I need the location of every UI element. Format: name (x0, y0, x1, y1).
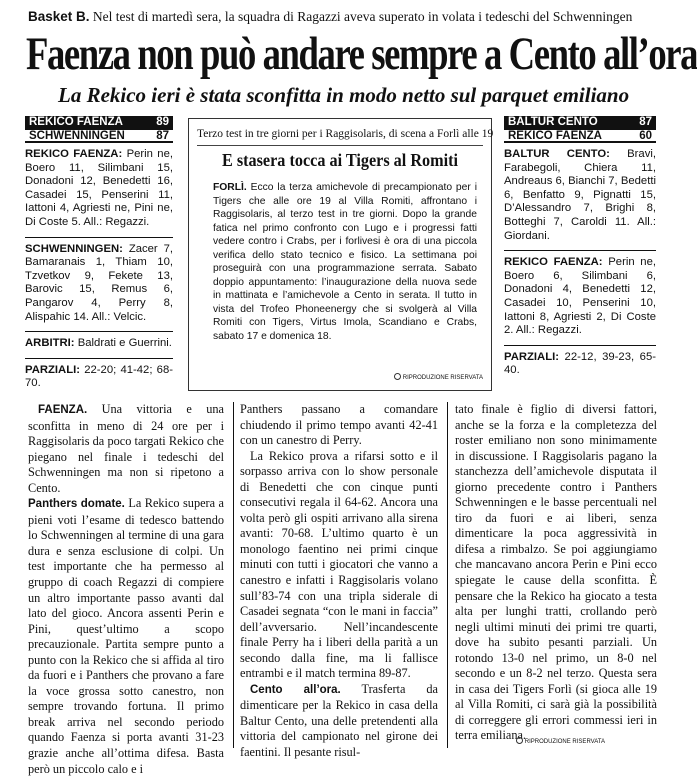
left-scoreboard (25, 116, 173, 398)
article-text: La Rekico supera a pieni voti l’esame di tedesco battendo lo Schwenningen al termine di una gara dura e senza esclusione di colpi. Un test importante che ha permesso al gruppo di coach Regazzi di compiere un altro importante passo avanti dal lato del gioco. Ancora assenti Perin e Pini, quest’ultimo a scopo precauzionale. Partita sempre punto a punto con la Rekico che si affida al tiro da fuori e i Panthers che provano a fare la voce grossa sotto canestro, non sempre trovando fortuna. Il primo break arriva nel secondo periodo quando Faenza si porta avanti 31-23 grazie anche all’ottima difesa. Basta però un piccolo calo e i (28, 496, 225, 776)
article-column-2 (240, 402, 438, 761)
partials-text: 22-12, 39-23, 65-40. (504, 350, 656, 377)
article-subheading: Cento all’ora. (250, 683, 341, 696)
partials (504, 346, 656, 385)
article-column-3 (455, 402, 657, 744)
score-row-home (25, 116, 173, 130)
article-text: Panthers passano a comandare chiudendo il primo tempo avanti 42-41 con un canestro di Perry. (240, 402, 438, 448)
copyright-note (394, 373, 483, 382)
copyright-icon (516, 737, 523, 744)
headline: Faenza non può andare sempre a Cento all’ora (26, 28, 697, 80)
lineup-away (504, 251, 656, 345)
copyright-icon (394, 373, 401, 380)
team-name: SCHWENNINGEN (29, 129, 125, 142)
lineup-away (25, 238, 173, 332)
article-subheading: Panthers domate. (28, 498, 125, 511)
team-name: REKICO FAENZA (29, 116, 123, 128)
partials-label: PARZIALI: (504, 350, 560, 363)
right-scoreboard (504, 116, 656, 385)
lineup-home (504, 143, 656, 250)
referees-label: ARBITRI: (25, 337, 75, 350)
team-points: 60 (639, 129, 652, 142)
team-points: 87 (156, 129, 169, 142)
column-divider (447, 402, 448, 748)
kicker (28, 8, 658, 25)
lineup-text: Perin ne, Boero 11, Silimbani 15, Donadoni 12, Benedetti 16, Casadei 15, Penserini 11, Iattoni 4, Agriesti ne, Pini ne, Di Coste 5. All.: Regazzi. (25, 148, 173, 228)
column-divider (233, 402, 234, 748)
lineup-label: BALTUR CENTO: (504, 148, 610, 160)
team-points: 89 (156, 116, 169, 128)
lineup-text: Bravi, Farabegoli, Chiera 11, Andreaus 6, Bianchi 7, Bedetti 6, Benfatto 9, Pignatti 15, D’Alessandro 7, Brighi 8, Botteghi 7, Caroldi 11. All.: Giordani. (504, 148, 656, 242)
box-body (213, 181, 477, 344)
lineup-label: SCHWENNINGEN: (25, 242, 123, 255)
kicker-text: Nel test di martedì sera, la squadra di Ragazzi aveva superato in volata i tedeschi del Schwenningen (92, 9, 633, 24)
team-points: 87 (639, 116, 652, 128)
box-kicker: Terzo test in tre giorni per i Raggisolaris, di scena a Forlì alle 19 (197, 127, 483, 146)
sidebar-story-box (188, 118, 492, 391)
partials (25, 359, 173, 398)
subhead: La Rekico ieri è stata sconfitta in modo netto sul parquet emiliano (58, 83, 630, 107)
article-text: Una vittoria e una sconfitta in meno di 24 ore per i Raggisolaris da poco targati Rekico che piegano nel finale i tedeschi del Schwenningen ma non si ripetono a Cento. (28, 402, 224, 495)
lineup-label: REKICO FAENZA: (504, 256, 603, 269)
score-row-away (504, 130, 656, 144)
kicker-label: Basket B. (28, 9, 90, 24)
article-text: tato finale è figlio di diversi fattori, anche se la forza e la completezza del roster emiliano non sono minimamente in discussione. I Raggisolaris pagano la stanchezza dell’amichevole disputata il giorno precedente contro i Panthers Schwenningen e le basse percentuali nel tiro da fuori e ai liberi, senza dimenticare la poca aggressività in difesa a rimbalzo. Se poi aggiungiamo che mancavano ancora Perin e Pini ecco spiegate le cause della sconfitta. È pensare che la Rekico ha giocato a testa alta per lunghi tratti, crollando però negli ultimi minuti dei primi tre quarti, dove ha subito pesanti parziali. Un rotondo 13-0 nel primo, un 8-0 nel secondo e un 8-2 nel terzo. Questa sera in casa dei Tigers Forlì (si gioca alle 19 al Villa Romiti, ci sarà già la possibilità di correggere gli errori commessi ieri in terra emiliana. (455, 402, 657, 743)
referees-text: Baldrati e Guerrini. (77, 337, 172, 350)
copyright-text: RIPRODUZIONE RISERVATA (524, 739, 605, 745)
box-title: E stasera tocca ai Tigers al Romiti (221, 150, 459, 170)
box-dateline: FORLÌ. (213, 182, 247, 193)
copyright-text: RIPRODUZIONE RISERVATA (402, 375, 483, 381)
referees (25, 332, 173, 358)
box-text: Ecco la terza amichevole di precampionato per i Tigers che alle ore 19 al Villa Romiti, affrontano i Raggisolaris, al terzo test in tre giorni. Dopo la grande fatica nel primo confronto con Lugo e i progressi fatti vedere contro i Crabs, per i forlivesi è ora di una piccola verifica dello stato tecnico e fisico. La settimana poi proseguirà con una programmazione serrata. Sabato doppio appuntamento: l’inaugurazione della nuova sede in mattinata e l’amichevole a Cento in serata. Il tutto in vista del Trofeo Phoneenergy che si svolgerà al Villa Romiti con Tigers, Virtus Imola, Scandiano e Crabs, sabato 17 e domenica 18. (213, 182, 477, 343)
copyright-note (516, 737, 605, 745)
partials-label: PARZIALI: (25, 363, 81, 376)
article-text: Trasferta da dimenticare per la Rekico in casa della Baltur Cento, una delle pretendenti alla vittoria del campionato nel girone dei faentini. Il pesante risul- (240, 681, 438, 760)
score-row-home (504, 116, 656, 130)
article-dateline: FAENZA. (38, 404, 88, 416)
partials-text: 22-20; 41-42; 68-70. (25, 363, 174, 390)
score-row-away (25, 130, 173, 144)
team-name: REKICO FAENZA (508, 129, 602, 142)
lineup-text: Zacer 7, Bamaranais 1, Thiam 10, Tzvetkov 9, Fekete 13, Barovic 15, Remus 6, Pangarov 4, Perry 8, Alispahic 14. All.: Velcic. (25, 242, 174, 323)
article-column-1 (28, 402, 224, 777)
lineup-text: Perin ne, Boero 6, Silimbani 6, Donadoni 4, Benedetti 12, Casadei 10, Penserini 10, Iattoni 8, Agriesti 2, Di Coste 2. All.: Regazzi. (504, 256, 657, 337)
article-text: La Rekico prova a rifarsi sotto e il sorpasso arriva con lo show personale di Benedetti che con cinque punti consecutivi regala il 64-62. Ancora una volta però gli ospiti arrivano alla sirena avanti: 70-68. L’ultimo quarto è un monologo faentino nei primi cinque minuti con tutti i giocatori che vanno a canestro e infatti i Raggisolaris volano sull’83-74 con una tripla siderale di Casadei segnata “con le mani in faccia” dell’avversario. Nell’incandescente finale Perry ha i liberi della parità a un secondo dalla fine, ma li fallisce entrambi e il match termina 89-87. (240, 448, 438, 681)
lineup-label: REKICO FAENZA: (25, 148, 123, 160)
lineup-home (25, 143, 173, 237)
team-name: BALTUR CENTO (508, 116, 598, 128)
